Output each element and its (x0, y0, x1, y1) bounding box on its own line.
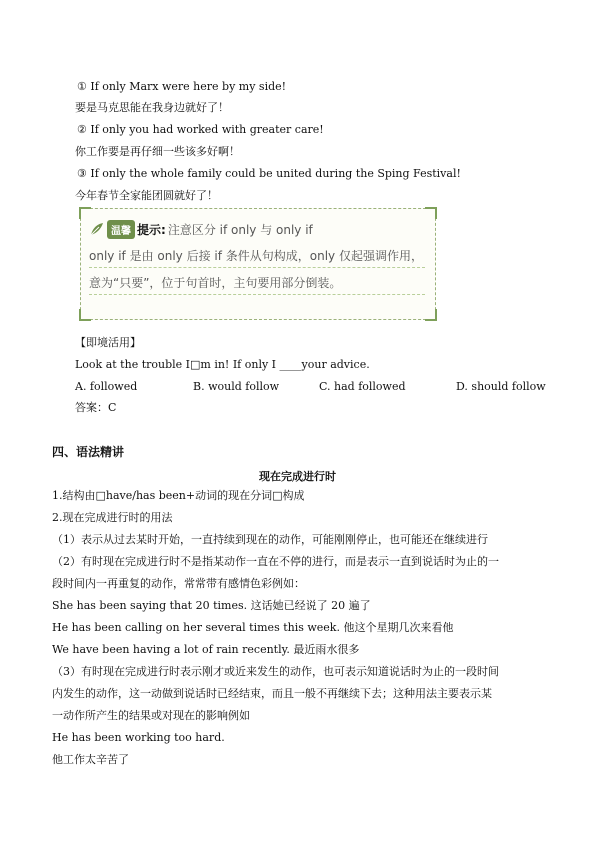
exercise-heading: 【即境活用】 (75, 336, 141, 349)
option-b: B. would follow (193, 380, 280, 393)
exercise-question: Look at the trouble I□m in! If only I ____your advice. (75, 358, 370, 371)
tip-title: 提示: (137, 222, 166, 237)
grammar-line: 他工作太辛苦了 (52, 753, 129, 766)
example-2-zh: 你工作要是再仔细一些该多好啊！ (75, 145, 240, 158)
tip-title-rest: 注意区分 if only 与 only if (167, 222, 313, 237)
grammar-line: 2.现在完成进行时的用法 (52, 511, 173, 524)
exercise-answer: 答案：C (75, 401, 117, 414)
example-3-zh: 今年春节全家能团圆就好了！ (75, 189, 218, 202)
example-1-zh: 要是马克思能在我身边就好了！ (75, 101, 229, 114)
tip-rule (89, 267, 425, 268)
tip-rule (89, 294, 425, 295)
leaf-icon (89, 221, 105, 237)
example-2-en: ② If only you had worked with greater care! (77, 123, 324, 136)
section-subtitle: 现在完成进行时 (259, 470, 336, 483)
tip-body: only if 是由 only 后接 if 条件从句构成，only 仅起强调作用，意为“只要”，位于句首时，主句要用部分倒装。 (89, 249, 423, 290)
option-d: D. should follow (456, 380, 546, 393)
grammar-line: （3）有时现在完成进行时表示刚才或近来发生的动作，也可表示知道说话时为止的一段时间 (52, 665, 499, 678)
grammar-line: He has been calling on her several times this week. 他这个星期几次来看他 (52, 621, 454, 634)
grammar-line: 1.结构由□have/has been+动词的现在分词□构成 (52, 489, 305, 502)
grammar-line: （2）有时现在完成进行时不是指某动作一直在不停的进行，而是表示一直到说话时为止的一 (52, 555, 499, 568)
grammar-line: He has been working too hard. (52, 731, 225, 744)
tip-header (89, 217, 313, 241)
grammar-line: （1）表示从过去某时开始，一直持续到现在的动作，可能刚刚停止，也可能还在继续进行 (52, 533, 488, 546)
option-a: A. followed (75, 380, 138, 393)
example-3-en: ③ If only the whole family could be united during the Sping Festival! (77, 167, 461, 180)
grammar-line: She has been saying that 20 times. 这话她已经说了 20 遍了 (52, 599, 371, 612)
grammar-line: 段时间内一再重复的动作，常常带有感情色彩例如： (52, 577, 305, 590)
tip-box (80, 208, 436, 320)
example-1-en: ① If only Marx were here by my side! (77, 80, 287, 93)
tip-badge: 温馨 (107, 220, 135, 239)
grammar-line: 一动作所产生的结果或对现在的影响例如 (52, 709, 250, 722)
section-title: 四、语法精讲 (52, 445, 125, 459)
option-c: C. had followed (319, 380, 406, 393)
grammar-line: We have been having a lot of rain recently. 最近雨水很多 (52, 643, 360, 656)
grammar-line: 内发生的动作，这一动做到说话时已经结束，而且一般不再继续下去；这种用法主要表示某 (52, 687, 492, 700)
